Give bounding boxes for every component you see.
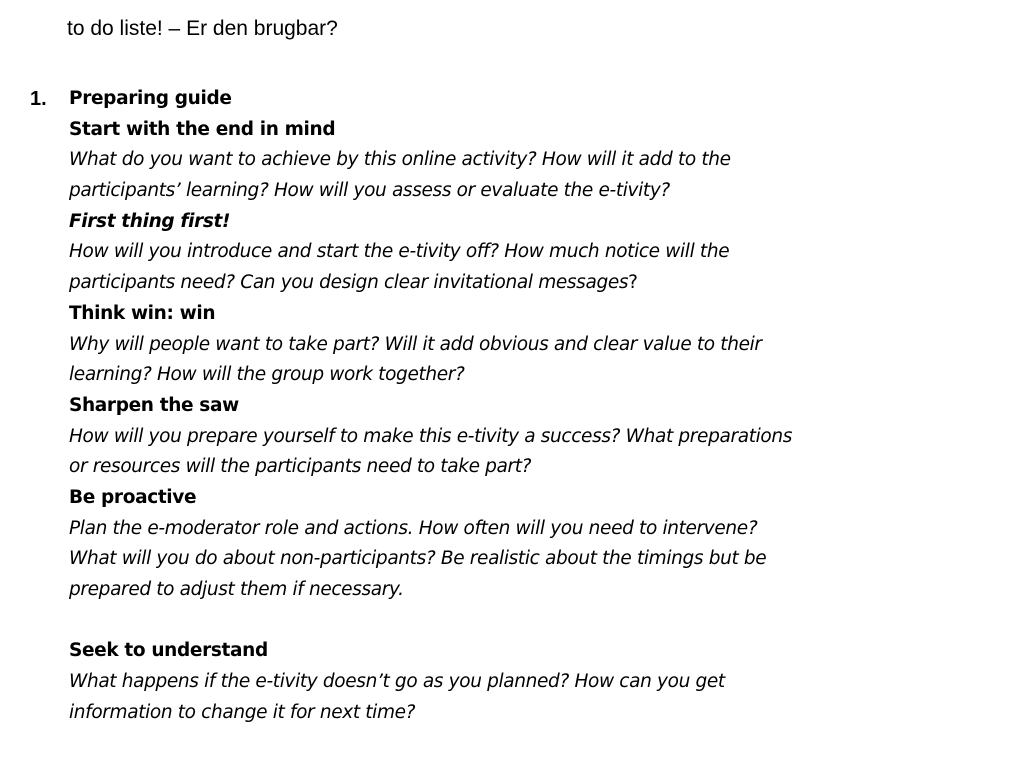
section-heading-start-with-end: Start with the end in mind bbox=[69, 118, 336, 140]
section-text-line: prepared to adjust them if necessary. bbox=[69, 579, 404, 600]
section-text-line: Plan the e-moderator role and actions. How often will you need to intervene? bbox=[69, 517, 758, 539]
section-text-line-with-trailing bbox=[69, 268, 959, 299]
section-text-line: Why will people want to take part? Will it add obvious and clear value to their bbox=[69, 333, 762, 355]
section-text-italic: participants need? Can you design clear invitational messages bbox=[69, 272, 629, 294]
section-heading-be-proactive: Be proactive bbox=[69, 486, 197, 508]
list-heading: Preparing guide bbox=[69, 88, 232, 109]
section-text-line: How will you prepare yourself to make this e-tivity a success? What preparations bbox=[69, 425, 793, 447]
section-heading-sharpen-the-saw: Sharpen the saw bbox=[69, 394, 239, 416]
list-body bbox=[69, 84, 959, 728]
section-text-line: participants’ learning? How will you assess or evaluate the e-tivity? bbox=[69, 180, 670, 202]
section-text-line: What do you want to achieve by this online activity? How will it add to the bbox=[69, 149, 731, 171]
blank-line bbox=[69, 606, 959, 637]
section-text-line: What will you do about non-participants? Be realistic about the timings but be bbox=[69, 548, 767, 570]
list-number: 1. bbox=[30, 88, 47, 110]
section-heading-seek-to-understand: Seek to understand bbox=[69, 640, 268, 662]
section-text-line: How will you introduce and start the e-tivity off? How much notice will the bbox=[69, 241, 730, 263]
slide-title: to do liste! – Er den brugbar? bbox=[67, 17, 338, 40]
section-text-line: information to change it for next time? bbox=[69, 701, 416, 723]
section-text-line: What happens if the e-tivity doesn’t go as you planned? How can you get bbox=[69, 671, 725, 693]
section-text-line: learning? How will the group work together? bbox=[69, 364, 465, 386]
section-heading-think-win-win: Think win: win bbox=[69, 302, 216, 324]
section-text-line: or resources will the participants need to take part? bbox=[69, 456, 532, 478]
section-text-trailing: ? bbox=[628, 272, 638, 294]
section-heading-first-thing-first: First thing first! bbox=[69, 210, 231, 232]
